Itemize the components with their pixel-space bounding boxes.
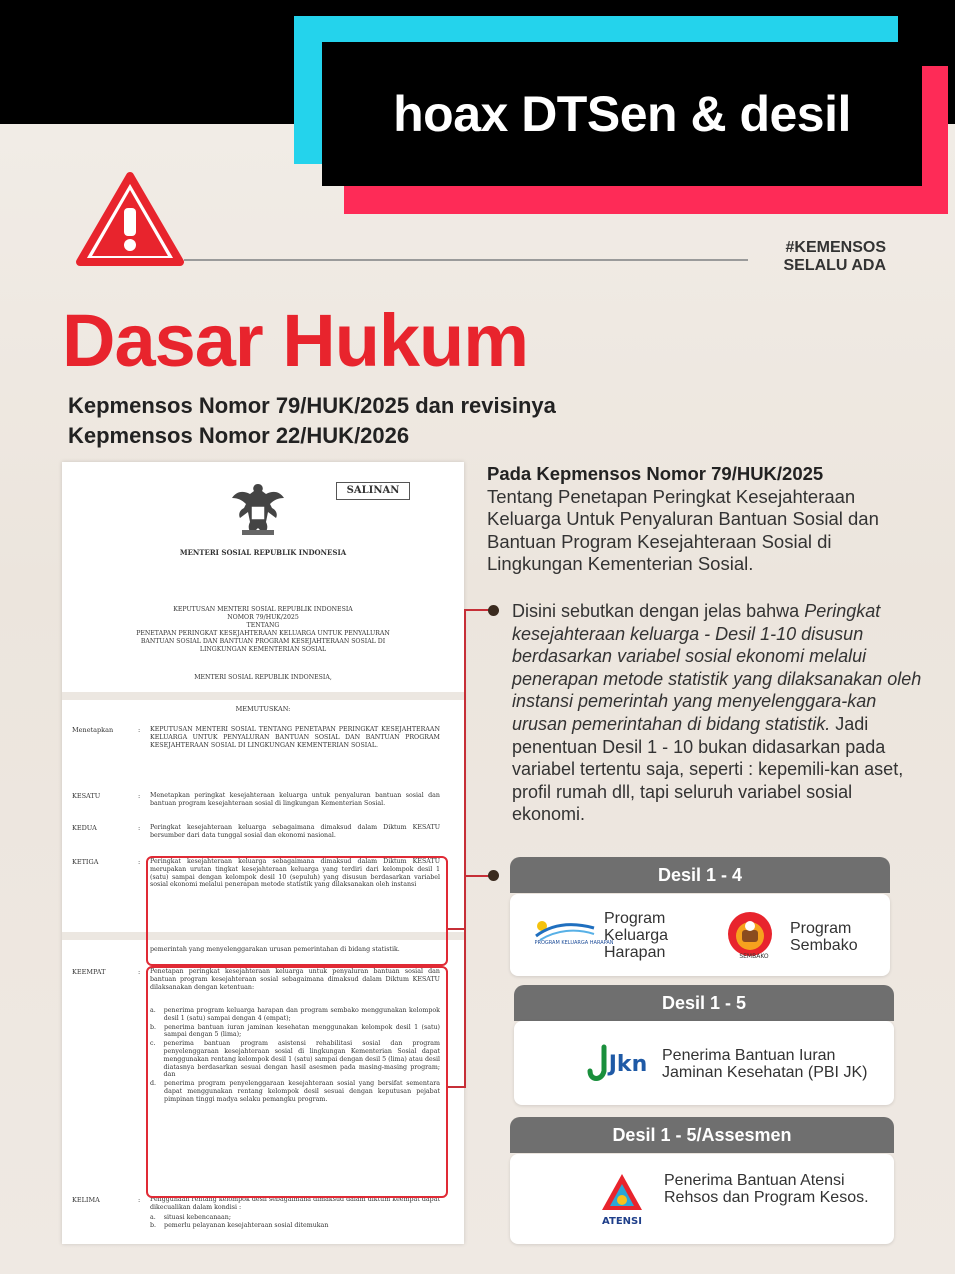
doc-list-text: penerima bantuan program asistensi rehabilitasi sosial dan program penyelenggaraan kesejahteraan sosial di lingkungan Kementerian Sosial dapat menggunakan rentang kelompok desil 1 (satu) sampai dengan desil 5 (lima) atau desil diatasnya berdasarkan sesuai dengan hasil asesmen pada masing-masing program; dan bbox=[163, 1040, 440, 1079]
doc-minister-heading: MENTERI SOSIAL REPUBLIK INDONESIA bbox=[179, 548, 347, 557]
doc-list-marker: b. bbox=[150, 1023, 157, 1031]
doc-kep-line: LINGKUNGAN KEMENTERIAN SOSIAL bbox=[199, 646, 327, 653]
salinan-stamp: SALINAN bbox=[336, 482, 410, 500]
doc-minister-signoff: MENTERI SOSIAL REPUBLIK INDONESIA, bbox=[194, 674, 332, 681]
connector-lower bbox=[464, 875, 466, 1087]
desil-1-5-card bbox=[514, 1021, 894, 1105]
sembako-logo-text: SEMBAKO bbox=[739, 953, 769, 960]
atensi-logo-icon bbox=[594, 1170, 650, 1228]
doc-text-menetapkan: KEPUTUSAN MENTERI SOSIAL TENTANG PENETAPAN PERINGKAT KESEJAHTERAAN KELUARGA UNTUK PENYALURAN BANTUAN SOSIAL DAN BANTUAN PROGRAM KESEJAHTERAAN SOSIAL DI LINGKUNGAN KEMENTERIAN SOSIAL. bbox=[150, 726, 440, 749]
explanation-italic: Peringkat kesejahteraan keluarga - Desil 1-10 disusun berdasarkan variabel sosial ekonomi melalui penerapan metode statistik yang dilaksanakan oleh instansi pemerintah yang menyelenggara-kan urusan pemerintahan di bidang statistik. bbox=[512, 601, 922, 734]
connector-from-keempat bbox=[448, 1086, 466, 1088]
hashtag-kemensos bbox=[756, 239, 886, 275]
subtitle-decree-2: Kepmensos Nomor 22/HUK/2026 bbox=[68, 423, 410, 448]
program-pkh-label: Program Keluarga Harapan bbox=[604, 910, 669, 961]
desil-1-4-card bbox=[510, 894, 890, 976]
connector-to-explanation bbox=[464, 609, 490, 611]
doc-kep-line: NOMOR 79/HUK/2025 bbox=[227, 614, 299, 621]
desil-1-4-header: Desil 1 - 4 bbox=[510, 857, 890, 893]
jkn-logo-text: Jkn bbox=[608, 1052, 648, 1077]
doc-kelima-list bbox=[150, 1214, 440, 1230]
explanation-lead: Disini sebutkan dengan jelas bahwa bbox=[512, 601, 805, 621]
decree-summary bbox=[487, 463, 907, 576]
hoax-badge bbox=[322, 42, 922, 186]
doc-list-marker: d. bbox=[150, 1080, 157, 1088]
doc-kep-line: TENTANG bbox=[246, 622, 280, 629]
doc-list-text: pemerlu pelayanan kesejahteraan sosial ditemukan bbox=[164, 1221, 329, 1229]
hoax-badge-text: hoax DTSen & desil bbox=[393, 86, 851, 142]
hashtag-line-1: #KEMENSOS bbox=[785, 239, 886, 256]
doc-text-ketiga: Peringkat kesejahteraan keluarga sebagaimana dimaksud dalam Diktum KESATU merupakan urutan tingkat kesejahteraan keluarga yang terdiri dari kelompok desil 1 (satu) sampai dengan kelompok desil 10 (sepuluh) yang disusun berdasarkan variabel sosial ekonomi melalui penerapan metode statistik yang dilaksanakan oleh instansi bbox=[150, 858, 440, 889]
doc-memutuskan: MEMUTUSKAN: bbox=[235, 705, 291, 713]
doc-list-item bbox=[150, 1222, 440, 1230]
decree-document bbox=[62, 462, 464, 1244]
pkh-logo-icon bbox=[532, 914, 614, 952]
doc-list-text: penerima program keluarga harapan dan program sembako menggunakan kelompok desil 1 (satu) sampai dengan 4 (empat); bbox=[163, 1007, 440, 1022]
doc-colon: : bbox=[138, 726, 141, 734]
decree-summary-text: Tentang Penetapan Peringkat Kesejahteraan Keluarga Untuk Penyaluran Bantuan Sosial dan Bantuan Program Kesejahteraan Sosial di Lingkungan Kementerian Sosial. bbox=[487, 485, 879, 574]
doc-colon: : bbox=[138, 1196, 141, 1204]
doc-list-item bbox=[150, 1214, 440, 1222]
doc-kep-line: KEPUTUSAN MENTERI SOSIAL REPUBLIK INDONESIA bbox=[173, 606, 353, 613]
bullet-dot bbox=[488, 605, 499, 616]
doc-list-text: penerima program penyelenggaraan kesejahteraan sosial yang bersifat sementara dapat menggunakan rentang kelompok desil sesuai dengan keputusan pejabat pimpinan tinggi madya selaku pemangku program. bbox=[164, 1080, 440, 1103]
desil-explanation bbox=[512, 600, 930, 826]
program-atensi-label: Penerima Bantuan Atensi Rehsos dan Program Kesos. bbox=[664, 1172, 869, 1206]
doc-list-marker: b. bbox=[150, 1221, 157, 1229]
highlight-keempat bbox=[146, 966, 448, 1198]
doc-text-kedua: Peringkat kesejahteraan keluarga sebagaimana dimaksud dalam Diktum KESATU bersumber dari data tunggal sosial dan ekonomi nasional. bbox=[150, 824, 440, 839]
doc-label-kelima: KELIMA bbox=[72, 1196, 100, 1204]
jkn-logo-icon bbox=[584, 1041, 650, 1087]
doc-list-marker: a. bbox=[150, 1007, 156, 1014]
page-title: Dasar Hukum bbox=[62, 299, 529, 382]
doc-label-kedua: KEDUA bbox=[72, 824, 97, 832]
doc-list-marker: a. bbox=[150, 1214, 156, 1221]
decree-summary-title: Pada Kepmensos Nomor 79/HUK/2025 bbox=[487, 463, 824, 484]
doc-colon: : bbox=[138, 792, 141, 800]
highlight-ketiga bbox=[146, 856, 448, 966]
doc-text-ketiga-continued: pemerintah yang menyelenggarakan urusan pemerintahan di bidang statistik. bbox=[150, 946, 400, 953]
doc-text-keempat: Penetapan peringkat kesejahteraan keluarga untuk penyaluran bantuan sosial dan bantuan program kesejahteraan sosial sebagaimana dimaksud dalam Diktum KESATU dilaksanakan dengan ketentuan: bbox=[150, 968, 440, 991]
pkh-logo-text: PROGRAM KELUARGA HARAPAN bbox=[534, 940, 614, 946]
program-pbi-jk-label: Penerima Bantuan Iuran Jaminan Kesehatan (PBI JK) bbox=[662, 1047, 868, 1081]
atensi-logo-text: ATENSI bbox=[602, 1216, 642, 1227]
doc-colon: : bbox=[138, 824, 141, 832]
doc-page-gap bbox=[62, 692, 464, 700]
doc-list-text: situasi kebencanaan; bbox=[163, 1214, 231, 1221]
hashtag-line-2: SELALU ADA bbox=[783, 257, 886, 274]
desil-assesmen-card bbox=[510, 1154, 894, 1244]
doc-kep-line: PENETAPAN PERINGKAT KESEJAHTERAAN KELUARGA UNTUK PENYALURAN bbox=[136, 630, 390, 637]
doc-label-ketiga: KETIGA bbox=[72, 858, 99, 866]
doc-text-kelima: Penggunaan rentang kelompok desil sebagaimana dimaksud dalam diktum keempat dapat dikecualikan dalam kondisi : bbox=[150, 1196, 440, 1211]
explanation-tail: Jadi penentuan Desil 1 - 10 bukan didasarkan pada variabel tertentu saja, seperti : kepemili-kan aset, profil rumah dll, tapi seluruh variabel sosial ekonomi. bbox=[512, 713, 904, 825]
doc-text-kesatu: Menetapkan peringkat kesejahteraan keluarga untuk penyaluran bantuan sosial dan bantuan program kesejahteraan sosial di lingkungan Kementerian Sosial. bbox=[150, 792, 440, 807]
desil-assesmen-header: Desil 1 - 5/Assesmen bbox=[510, 1117, 894, 1153]
sembako-logo-icon bbox=[724, 908, 782, 962]
doc-colon: : bbox=[138, 968, 141, 976]
desil-1-5-header: Desil 1 - 5 bbox=[514, 985, 894, 1021]
doc-list-text: penerima bantuan iuran jaminan kesehatan menggunakan kelompok desil 1 (satu) sampai dengan 5 (lima); bbox=[164, 1023, 440, 1039]
doc-label-kesatu: KESATU bbox=[72, 792, 101, 800]
header-divider bbox=[184, 259, 748, 261]
doc-kep-line: BANTUAN SOSIAL DAN BANTUAN PROGRAM KESEJAHTERAAN SOSIAL DI bbox=[140, 638, 386, 645]
connector-to-desil bbox=[464, 875, 490, 877]
warning-icon bbox=[76, 172, 184, 268]
doc-list-marker: c. bbox=[150, 1040, 156, 1048]
doc-colon: : bbox=[138, 858, 141, 866]
doc-label-keempat: KEEMPAT bbox=[72, 968, 106, 976]
program-sembako-label: Program Sembako bbox=[790, 920, 858, 954]
subtitle-decree-1: Kepmensos Nomor 79/HUK/2025 dan revisinya bbox=[68, 393, 556, 418]
doc-decree-title bbox=[102, 606, 424, 654]
doc-label-menetapkan: Menetapkan bbox=[72, 726, 114, 734]
garuda-emblem-icon bbox=[230, 478, 286, 538]
bullet-dot bbox=[488, 870, 499, 881]
